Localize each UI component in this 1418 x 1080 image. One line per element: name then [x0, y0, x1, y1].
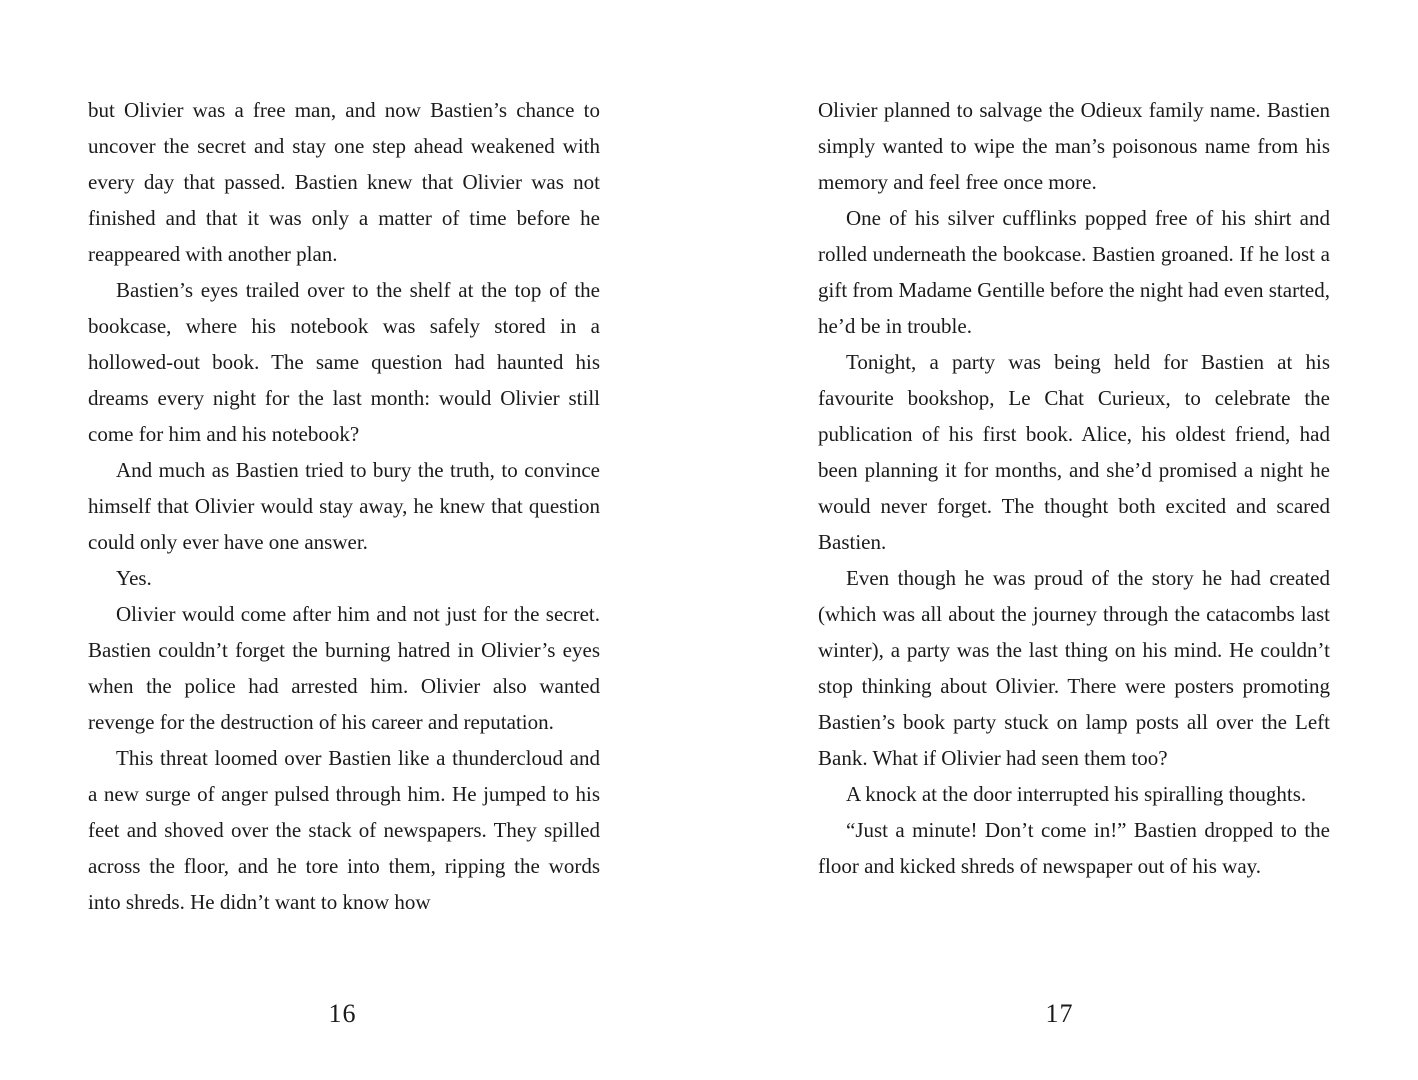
paragraph: This threat loomed over Bastien like a thundercloud and a new surge of anger pulsed through him. He jumped to his feet and shoved over the stack of newspapers. They spilled across the floor, and he tore into them, ripping the words into shreds. He didn’t want to know how [88, 746, 600, 914]
paragraph: but Olivier was a free man, and now Bastien’s chance to uncover the secret and stay one step ahead weakened with every day that passed. Bastien knew that Olivier was not finished and that it was only a matter of time before he reappeared with another plan. [88, 98, 600, 266]
page-number-right: 17 [1045, 999, 1074, 1028]
paragraph: Tonight, a party was being held for Bastien at his favourite bookshop, Le Chat Curieux, to celebrate the publication of his first book. Alice, his oldest friend, had been planning it for months, and she’d promised a night he would never forget. The thought both excited and scared Bastien. [818, 350, 1330, 554]
paragraph: Olivier would come after him and not just for the secret. Bastien couldn’t forget the burning hatred in Olivier’s eyes when the police had arrested him. Olivier also wanted revenge for the destruction of his career and reputation. [88, 602, 600, 734]
paragraph: Olivier planned to salvage the Odieux family name. Bastien simply wanted to wipe the man’s poisonous name from his memory and feel free once more. [818, 98, 1330, 194]
left-page-body-text [88, 92, 600, 920]
page-number-left: 16 [328, 999, 357, 1028]
paragraph: A knock at the door interrupted his spiralling thoughts. [846, 782, 1307, 806]
right-page-body-text [818, 92, 1330, 884]
paragraph: Yes. [116, 566, 152, 590]
paragraph: Bastien’s eyes trailed over to the shelf at the top of the bookcase, where his notebook was safely stored in a hollowed-out book. The same question had haunted his dreams every night for the last month: would Olivier still come for him and his notebook? [88, 278, 600, 446]
right-page [709, 0, 1418, 1080]
paragraph: And much as Bastien tried to bury the truth, to convince himself that Olivier would stay away, he knew that question could only ever have one answer. [88, 458, 600, 554]
paragraph: “Just a minute! Don’t come in!” Bastien dropped to the floor and kicked shreds of newspaper out of his way. [818, 818, 1330, 878]
paragraph: Even though he was proud of the story he had created (which was all about the journey through the catacombs last winter), a party was the last thing on his mind. He couldn’t stop thinking about Olivier. There were posters promoting Bastien’s book party stuck on lamp posts all over the Left Bank. What if Olivier had seen them too? [818, 566, 1330, 770]
paragraph: One of his silver cufflinks popped free of his shirt and rolled underneath the bookcase. Bastien groaned. If he lost a gift from Madame Gentille before the night had even started, he’d be in trouble. [818, 206, 1330, 338]
